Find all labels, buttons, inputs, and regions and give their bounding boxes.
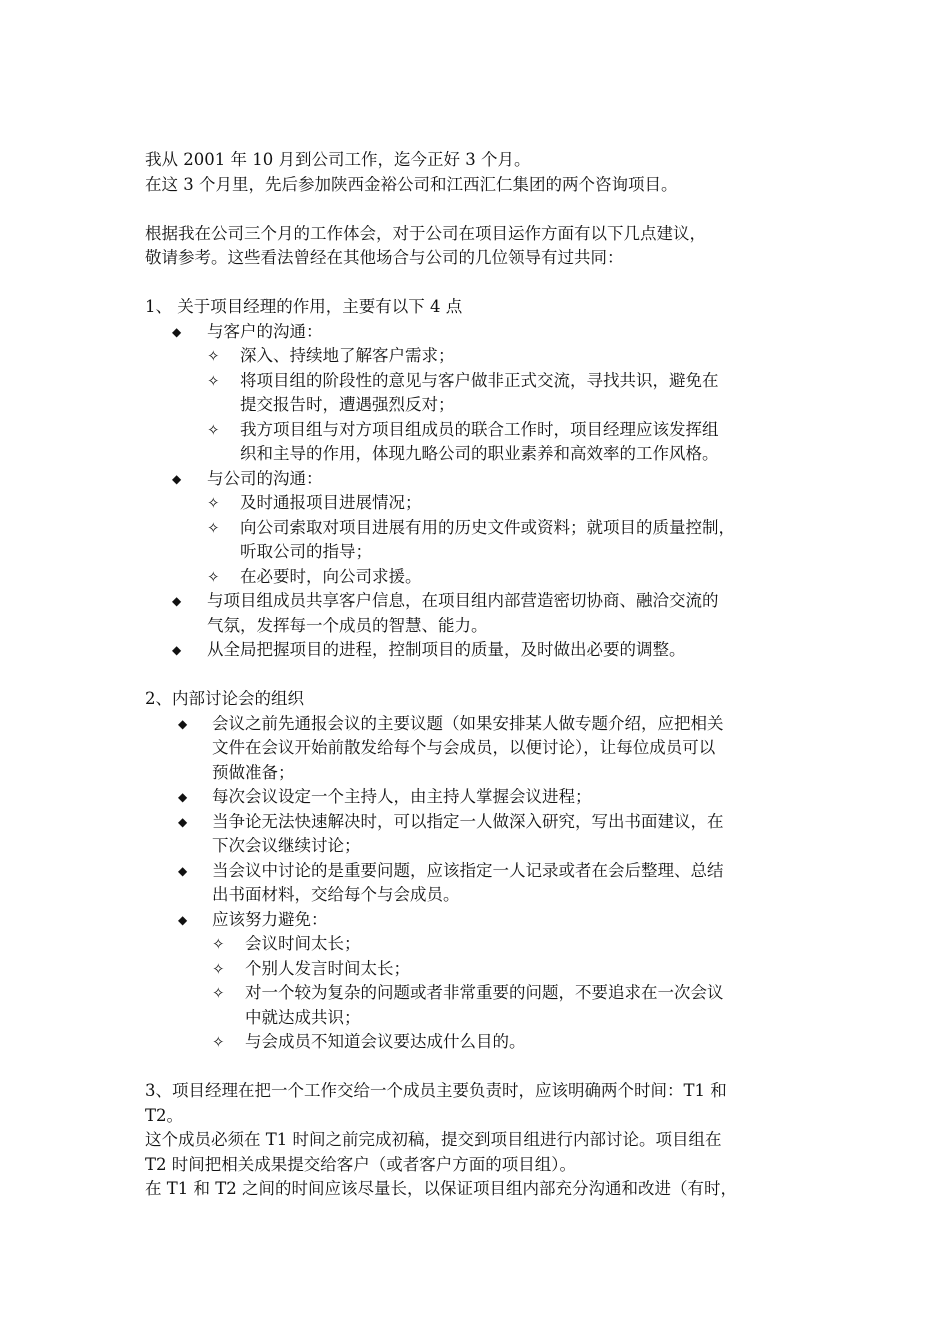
sub-list-item xyxy=(145,344,825,369)
diamond-bullet-icon: ◆ xyxy=(172,471,182,486)
list-item-text: 当争论无法快速解决时，可以指定一人做深入研究，写出书面建议，在 xyxy=(212,811,724,831)
star-bullet-icon: ✧ xyxy=(207,494,220,512)
list-item xyxy=(145,908,825,933)
section3-line: T2。 xyxy=(145,1105,184,1125)
list-item-text: 文件在会议开始前散发给每个与会成员，以便讨论），让每位成员可以 xyxy=(212,738,716,757)
sub-list-item-text: 个别人发言时间太长； xyxy=(245,958,410,978)
document-page xyxy=(145,148,825,1202)
list-item-text: 每次会议设定一个主持人，由主持人掌握会议进程； xyxy=(212,787,592,806)
list-item xyxy=(145,467,825,492)
sub-list-item xyxy=(145,932,825,957)
list-item-text: 当会议中讨论的是重要问题，应该指定一人记录或者在会后整理、总结 xyxy=(212,860,724,880)
section3-line: 在 T1 和 T2 之间的时间应该尽量长，以保证项目组内部充分沟通和改进（有时， xyxy=(145,1179,737,1198)
sub-list-item-text: 对一个较为复杂的问题或者非常重要的问题，不要追求在一次会议 xyxy=(245,983,724,1002)
sub-list-item xyxy=(145,491,825,516)
sub-list-item-text: 在必要时，向公司求援。 xyxy=(240,566,422,586)
star-bullet-icon: ✧ xyxy=(212,959,225,978)
sub-list-item xyxy=(145,1030,825,1055)
sub-list-item-text: 织和主导的作用，体现九略公司的职业素养和高效率的工作风格。 xyxy=(240,444,719,463)
list-item-text: 从全局把握项目的进程，控制项目的质量，及时做出必要的调整。 xyxy=(207,640,686,659)
list-item-text: 下次会议继续讨论； xyxy=(212,836,361,855)
sub-list-item xyxy=(145,516,825,565)
section1-heading: 1、 关于项目经理的作用，主要有以下 4 点 xyxy=(145,297,463,316)
sub-list-item-text: 深入、持续地了解客户需求； xyxy=(240,346,455,365)
list-item xyxy=(145,320,825,345)
sub-list-item xyxy=(145,565,825,590)
sub-list-item xyxy=(145,369,825,418)
star-bullet-icon: ✧ xyxy=(207,347,220,365)
diamond-bullet-icon: ◆ xyxy=(178,790,188,804)
diamond-bullet-icon: ◆ xyxy=(178,912,188,927)
sub-list-item-text: 向公司索取对项目进展有用的历史文件或资料；就项目的质量控制， xyxy=(240,517,735,537)
list-item xyxy=(145,785,825,810)
intro-line: 在这 3 个月里，先后参加陕西金裕公司和江西汇仁集团的两个咨询项目。 xyxy=(145,174,678,194)
sub-list-item-text: 中就达成共识； xyxy=(245,1007,361,1027)
diamond-bullet-icon: ◆ xyxy=(172,594,182,608)
star-bullet-icon: ✧ xyxy=(207,518,220,537)
star-bullet-icon: ✧ xyxy=(207,371,220,390)
list-item-text: 出书面材料，交给每个与会成员。 xyxy=(212,885,460,904)
section3-line: 3、项目经理在把一个工作交给一个成员主要负责时，应该明确两个时间：T1 和 xyxy=(145,1081,727,1100)
list-item-text: 应该努力避免： xyxy=(212,909,328,929)
sub-list-item-text: 将项目组的阶段性的意见与客户做非正式交流，寻找共识，避免在 xyxy=(240,370,719,390)
list-item xyxy=(145,589,825,638)
sub-list-item-text: 我方项目组与对方项目组成员的联合工作时，项目经理应该发挥组 xyxy=(240,419,719,439)
sub-list-item-text: 及时通报项目进展情况； xyxy=(240,493,422,512)
sub-list-item xyxy=(145,418,825,467)
diamond-bullet-icon: ◆ xyxy=(178,863,188,878)
diamond-bullet-icon: ◆ xyxy=(172,324,182,339)
section3-line: T2 时间把相关成果提交给客户（或者客户方面的项目组）。 xyxy=(145,1154,576,1174)
star-bullet-icon: ✧ xyxy=(212,1033,225,1051)
star-bullet-icon: ✧ xyxy=(212,935,225,953)
list-item xyxy=(145,859,825,908)
sub-list-item-text: 与会成员不知道会议要达成什么目的。 xyxy=(245,1032,526,1051)
list-item xyxy=(145,810,825,859)
diamond-bullet-icon: ◆ xyxy=(178,814,188,829)
star-bullet-icon: ✧ xyxy=(207,420,220,439)
sub-list-item-text: 会议时间太长； xyxy=(245,934,361,953)
preface-line: 根据我在公司三个月的工作体会，对于公司在项目运作方面有以下几点建议， xyxy=(145,223,706,243)
section3-line: 这个成员必须在 T1 时间之前完成初稿，提交到项目组进行内部讨论。项目组在 xyxy=(145,1130,722,1149)
list-item xyxy=(145,638,825,663)
sub-list-item-text: 听取公司的指导； xyxy=(240,542,372,561)
list-item-text: 气氛，发挥每一个成员的智慧、能力。 xyxy=(207,615,488,635)
list-item-text: 会议之前先通报会议的主要议题（如果安排某人做专题介绍，应把相关 xyxy=(212,713,724,733)
intro-line: 我从 2001 年 10 月到公司工作，迄今正好 3 个月。 xyxy=(145,150,531,169)
star-bullet-icon: ✧ xyxy=(212,984,225,1002)
list-item-text: 与客户的沟通： xyxy=(207,321,323,341)
sub-list-item-text: 提交报告时，遭遇强烈反对； xyxy=(240,395,455,414)
sub-list-item xyxy=(145,957,825,982)
diamond-bullet-icon: ◆ xyxy=(178,716,188,731)
list-item-text: 与公司的沟通： xyxy=(207,468,323,488)
list-item xyxy=(145,712,825,786)
list-item-text: 预做准备； xyxy=(212,762,295,782)
list-item-text: 与项目组成员共享客户信息，在项目组内部营造密切协商、融洽交流的 xyxy=(207,591,719,610)
star-bullet-icon: ✧ xyxy=(207,567,220,586)
section2-heading: 2、内部讨论会的组织 xyxy=(145,689,304,708)
diamond-bullet-icon: ◆ xyxy=(172,643,182,657)
sub-list-item xyxy=(145,981,825,1030)
preface-line: 敬请参考。这些看法曾经在其他场合与公司的几位领导有过共同： xyxy=(145,248,624,267)
